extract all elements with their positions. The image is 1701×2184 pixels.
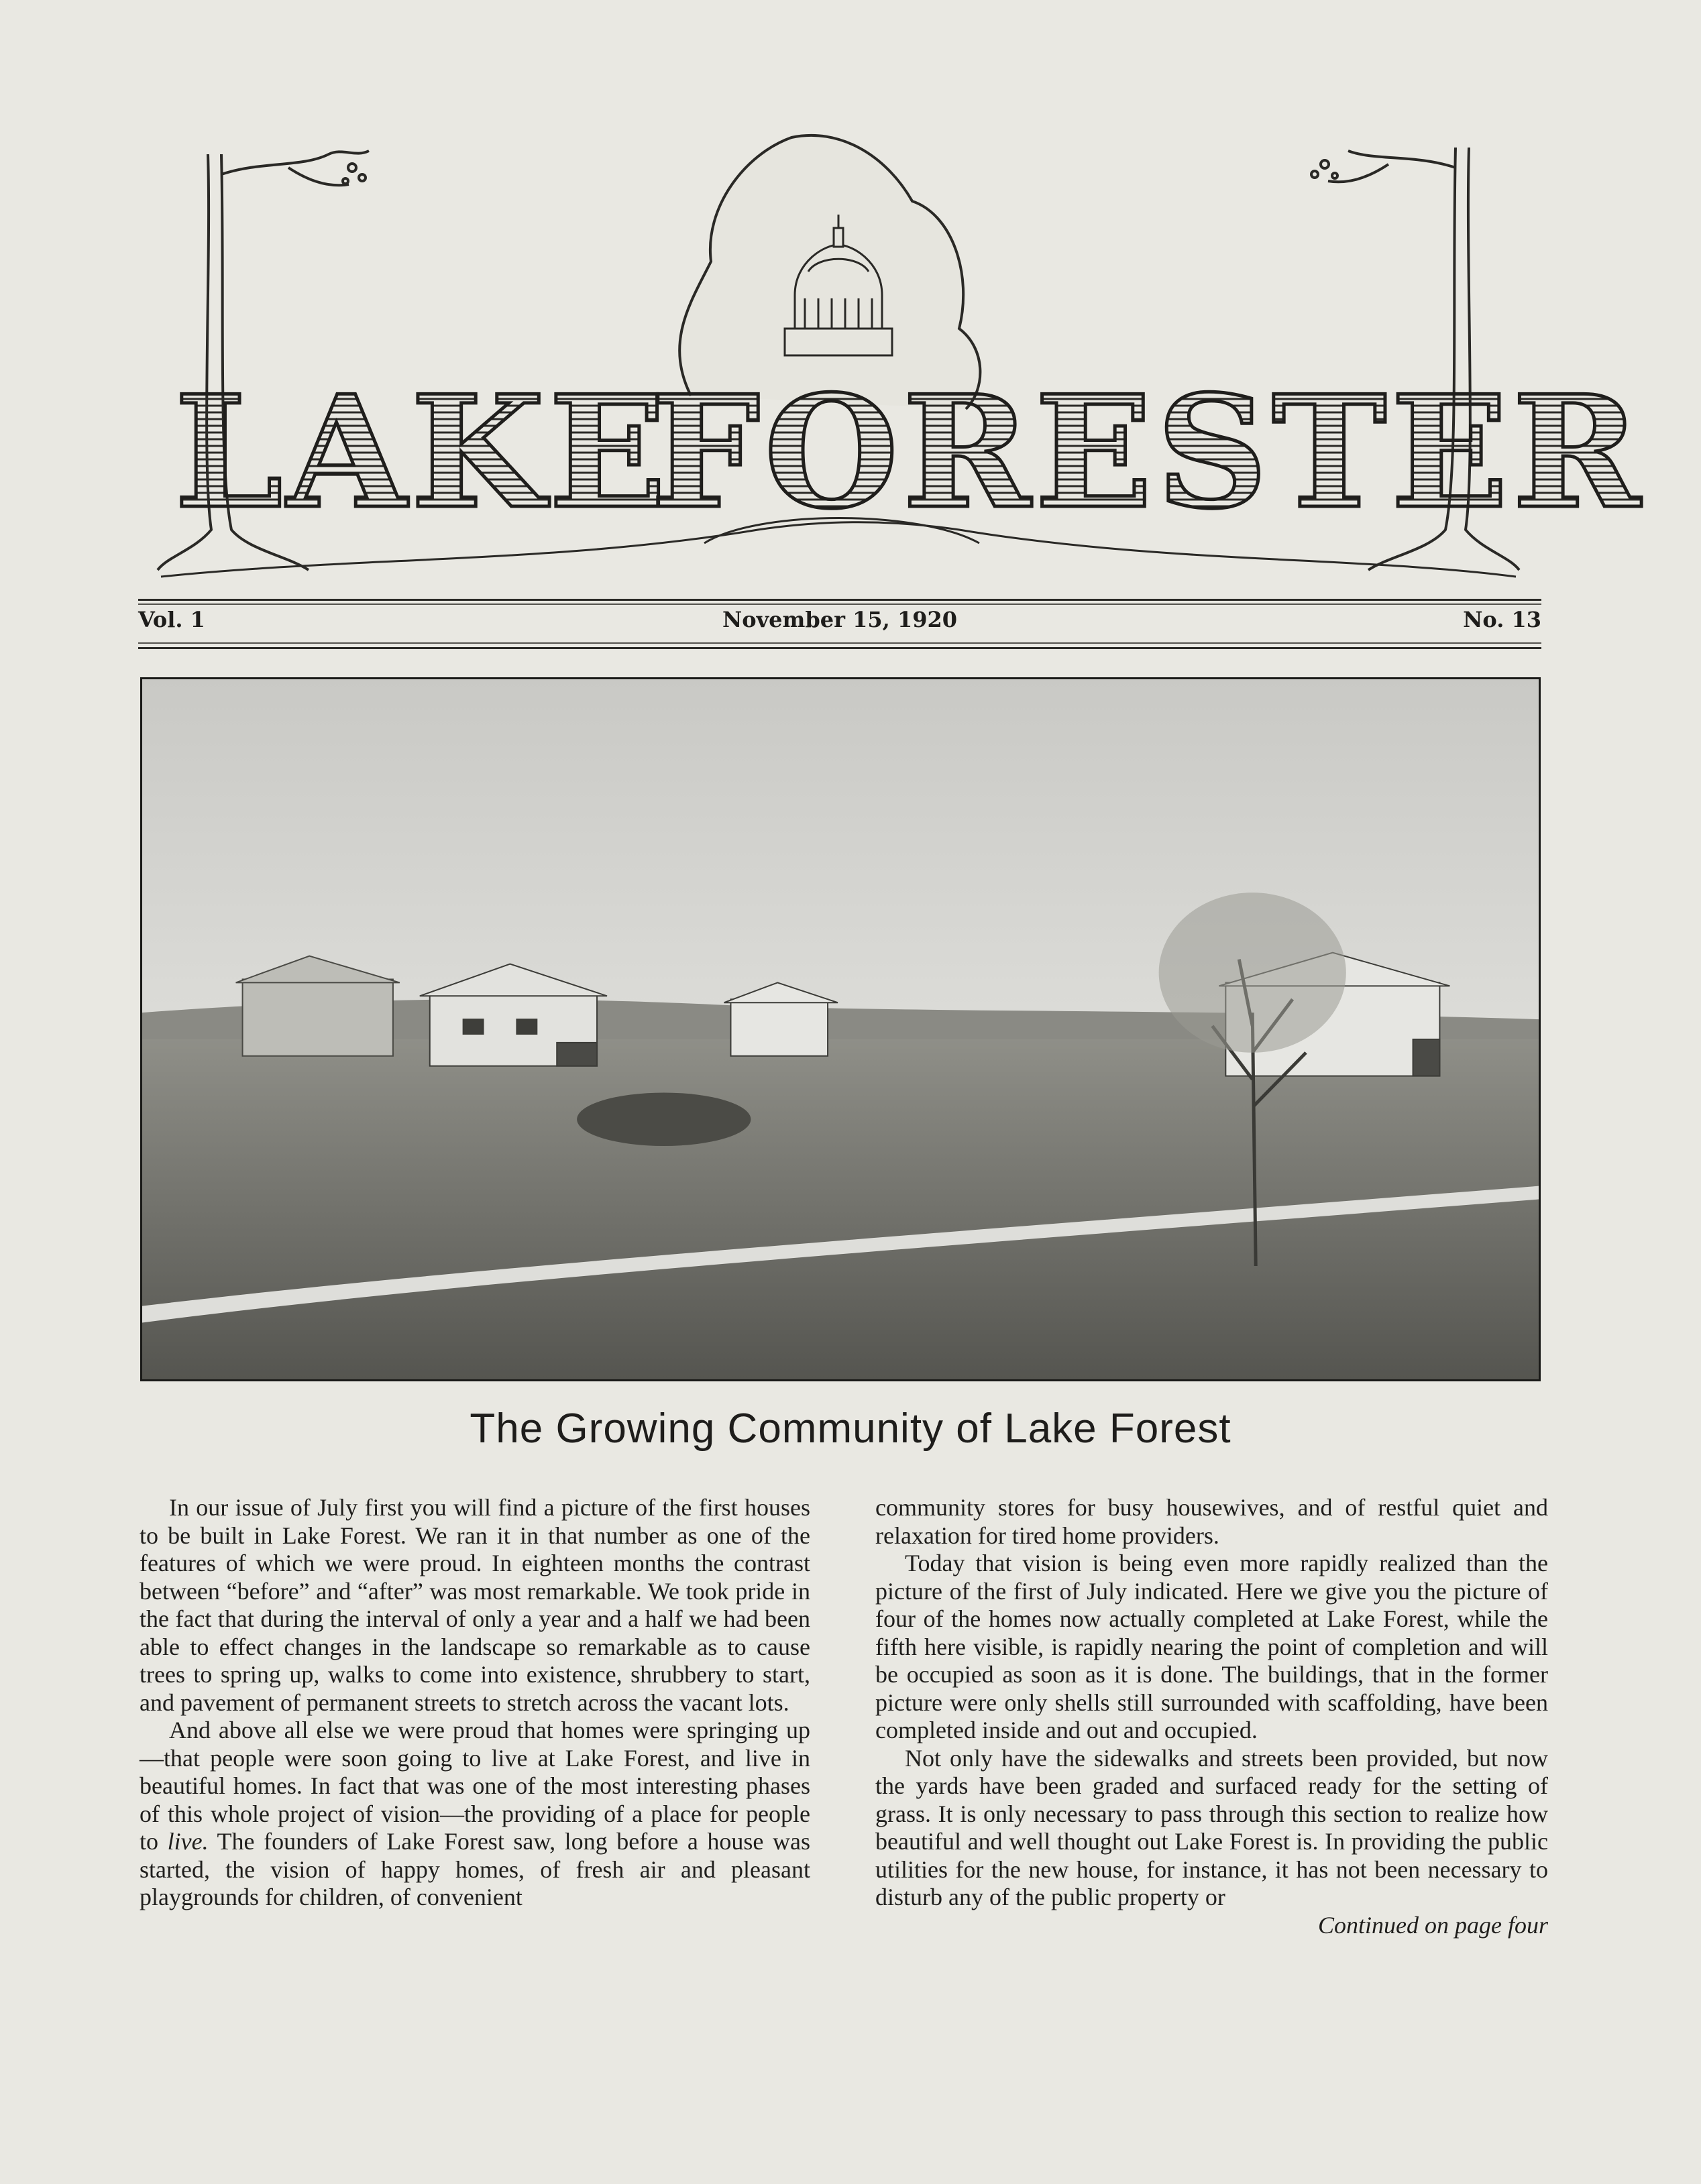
left-paragraph-1: In our issue of July first you will find a picture of the first houses to be built in Lake Forest. We ran it in that number as one of the features of which we were proud. In eighteen months the contrast between “before” and “after” was most remarkable. We took pride in the fact that during the interval of only a year and a half we had been able to effect changes in the landscape so remarkable as to cause trees to spring up, walks to come into existence, shrubbery to start, and pavement of permanent streets to stretch across the vacant lots. bbox=[140, 1494, 810, 1716]
houses-photograph bbox=[142, 679, 1539, 1379]
article-column-left bbox=[140, 1494, 810, 1912]
masthead-title-lake: LAKE bbox=[174, 362, 671, 543]
top-rule-thin bbox=[138, 604, 1541, 605]
article-column-right bbox=[875, 1494, 1548, 1939]
issue-date: November 15, 1920 bbox=[722, 607, 957, 632]
masthead bbox=[154, 127, 1645, 597]
article-headline: The Growing Community of Lake Forest bbox=[470, 1405, 1231, 1452]
top-rule bbox=[138, 599, 1541, 601]
front-page-photo bbox=[140, 677, 1541, 1381]
masthead-title-forester: FORESTER bbox=[651, 362, 1645, 543]
right-paragraph-3: Not only have the sidewalks and streets been provided, but now the yards have been graded and surfaced ready for the setting of grass. It is only necessary to pass through this section to realize how beautiful and well thought out Lake Forest is. In providing the public utilities for the new house, for instance, it has not been necessary to disturb any of the public property or bbox=[875, 1744, 1548, 1910]
dateline bbox=[138, 607, 1541, 640]
masthead-illustration bbox=[154, 127, 1645, 597]
volume-label: Vol. 1 bbox=[138, 607, 205, 632]
continued-notice: Continued on page four bbox=[1318, 1911, 1548, 1939]
left-paragraph-2: And above all else we were proud that homes were springing up—that people were soon going to live at Lake Forest, and live in beautiful homes. In fact that was one of the most interesting phases of this whole project of vision—the providing of a place for people to live. The founders of Lake Forest saw, long before a house was started, the vision of happy homes, of fresh air and pleasant playgrounds for children, of convenient bbox=[140, 1717, 810, 1910]
issue-number: No. 13 bbox=[1463, 607, 1541, 632]
bottom-rule bbox=[138, 647, 1541, 649]
bottom-rule-thin bbox=[138, 642, 1541, 644]
masthead-title bbox=[174, 362, 1645, 543]
right-paragraph-2: Today that vision is being even more rapidly realized than the picture of the first of July indicated. Here we give you the picture of four of the homes now actually completed at Lake Forest, while the fifth here visible, is rapidly nearing the point of completion and will be occupied as soon as it is done. The buildings, that in the former picture were only shells still surrounded with scaffolding, have been completed inside and out and occupied. bbox=[875, 1550, 1548, 1743]
right-paragraph-1: community stores for busy housewives, and of restful quiet and relaxation for tired home providers. bbox=[875, 1494, 1548, 1549]
